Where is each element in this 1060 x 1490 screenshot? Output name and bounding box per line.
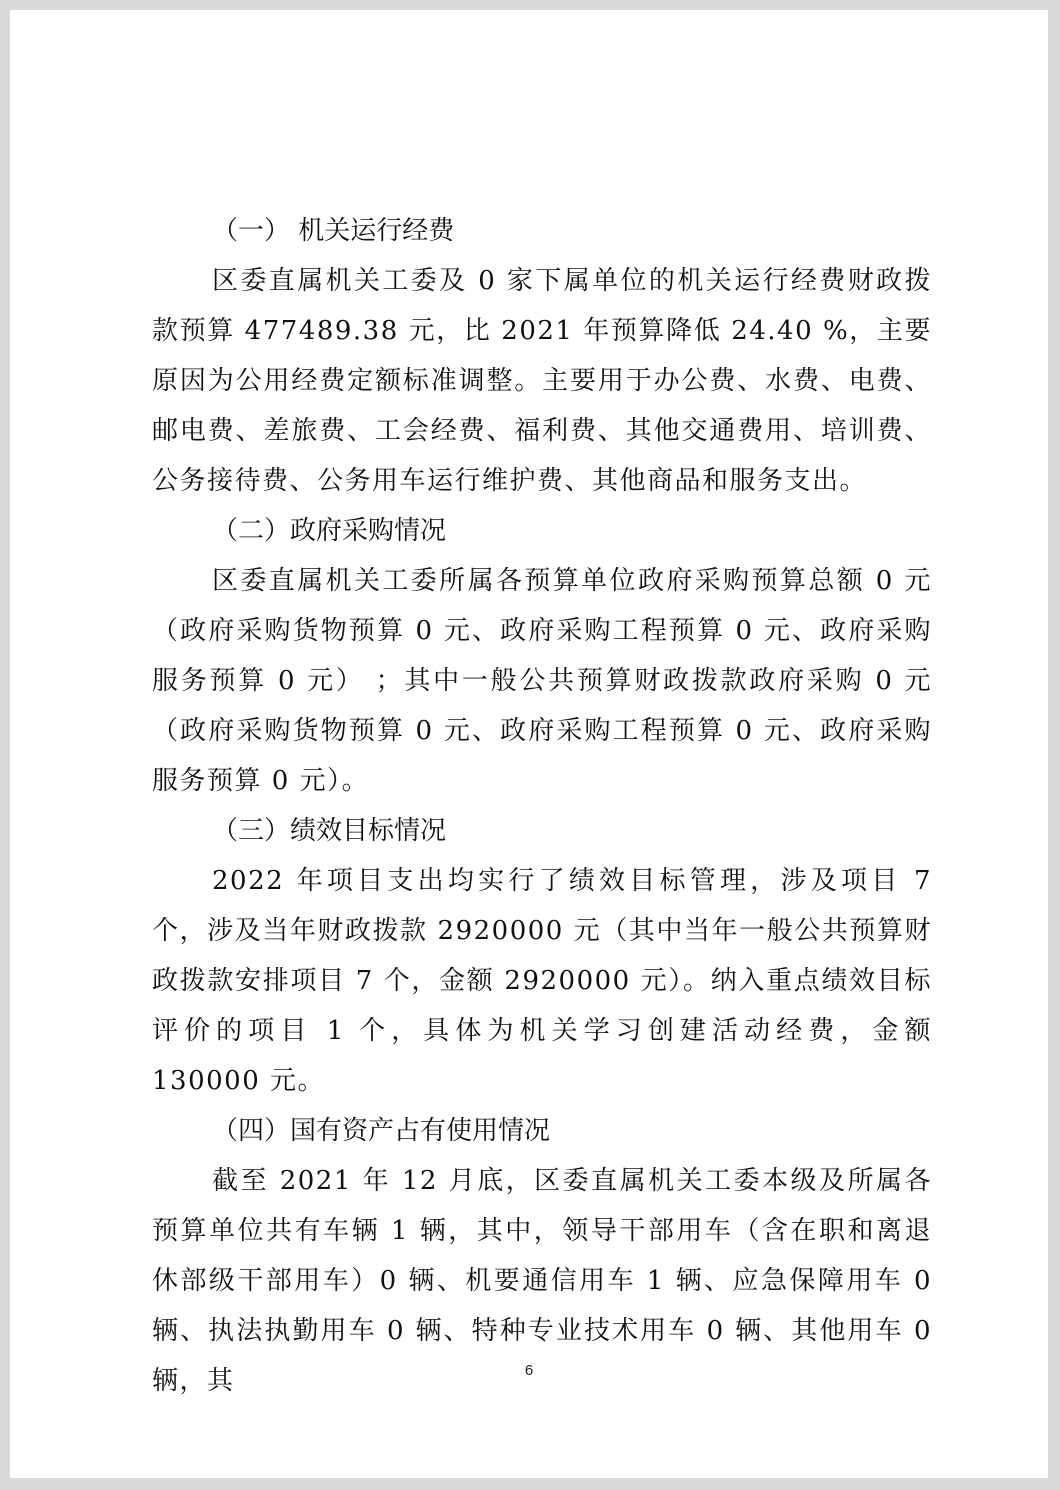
section-heading-3: （三）绩效目标情况 xyxy=(212,816,447,846)
section-heading-4: （四）国有资产占有使用情况 xyxy=(212,1116,551,1146)
document-body xyxy=(152,206,932,1406)
section-heading-2: （二）政府采购情况 xyxy=(212,516,447,546)
section-paragraph-2: 区委直属机关工委所属各预算单位政府采购预算总额 0 元（政府采购货物预算 0 元、政府采购工程预算 0 元、政府采购服务预算 0 元） ；其中一般公共预算财政拨款政府采购 0 元（政府采购货物预算 0 元、政府采购工程预算 0 元、政府采购服务预算 0 元）。 xyxy=(152,566,932,796)
section-heading-1: （一） 机关运行经费 xyxy=(212,216,455,246)
document-page xyxy=(10,10,1048,1478)
page-number: 6 xyxy=(524,1362,534,1379)
section-paragraph-1: 区委直属机关工委及 0 家下属单位的机关运行经费财政拨款预算 477489.38 元，比 2021 年预算降低 24.40 %，主要原因为公用经费定额标准调整。主要用于办公费、水费、电费、邮电费、差旅费、工会经费、福利费、其他交通费用、培训费、公务接待费、公务用车运行维护费、其他商品和服务支出。 xyxy=(152,266,932,496)
section-paragraph-4: 截至 2021 年 12 月底，区委直属机关工委本级及所属各预算单位共有车辆 1 辆，其中，领导干部用车（含在职和离退休部级干部用车）0 辆、机要通信用车 1 辆、应急保障用车 0 辆、执法执勤用车 0 辆、特种专业技术用车 0 辆、其他用车 0 辆，其 xyxy=(152,1166,932,1396)
section-paragraph-3: 2022 年项目支出均实行了绩效目标管理，涉及项目 7 个，涉及当年财政拨款 2920000 元（其中当年一般公共预算财政拨款安排项目 7 个，金额 2920000 元）。纳入重点绩效目标评价的项目 1 个，具体为机关学习创建活动经费，金额 130000 元。 xyxy=(152,866,932,1096)
